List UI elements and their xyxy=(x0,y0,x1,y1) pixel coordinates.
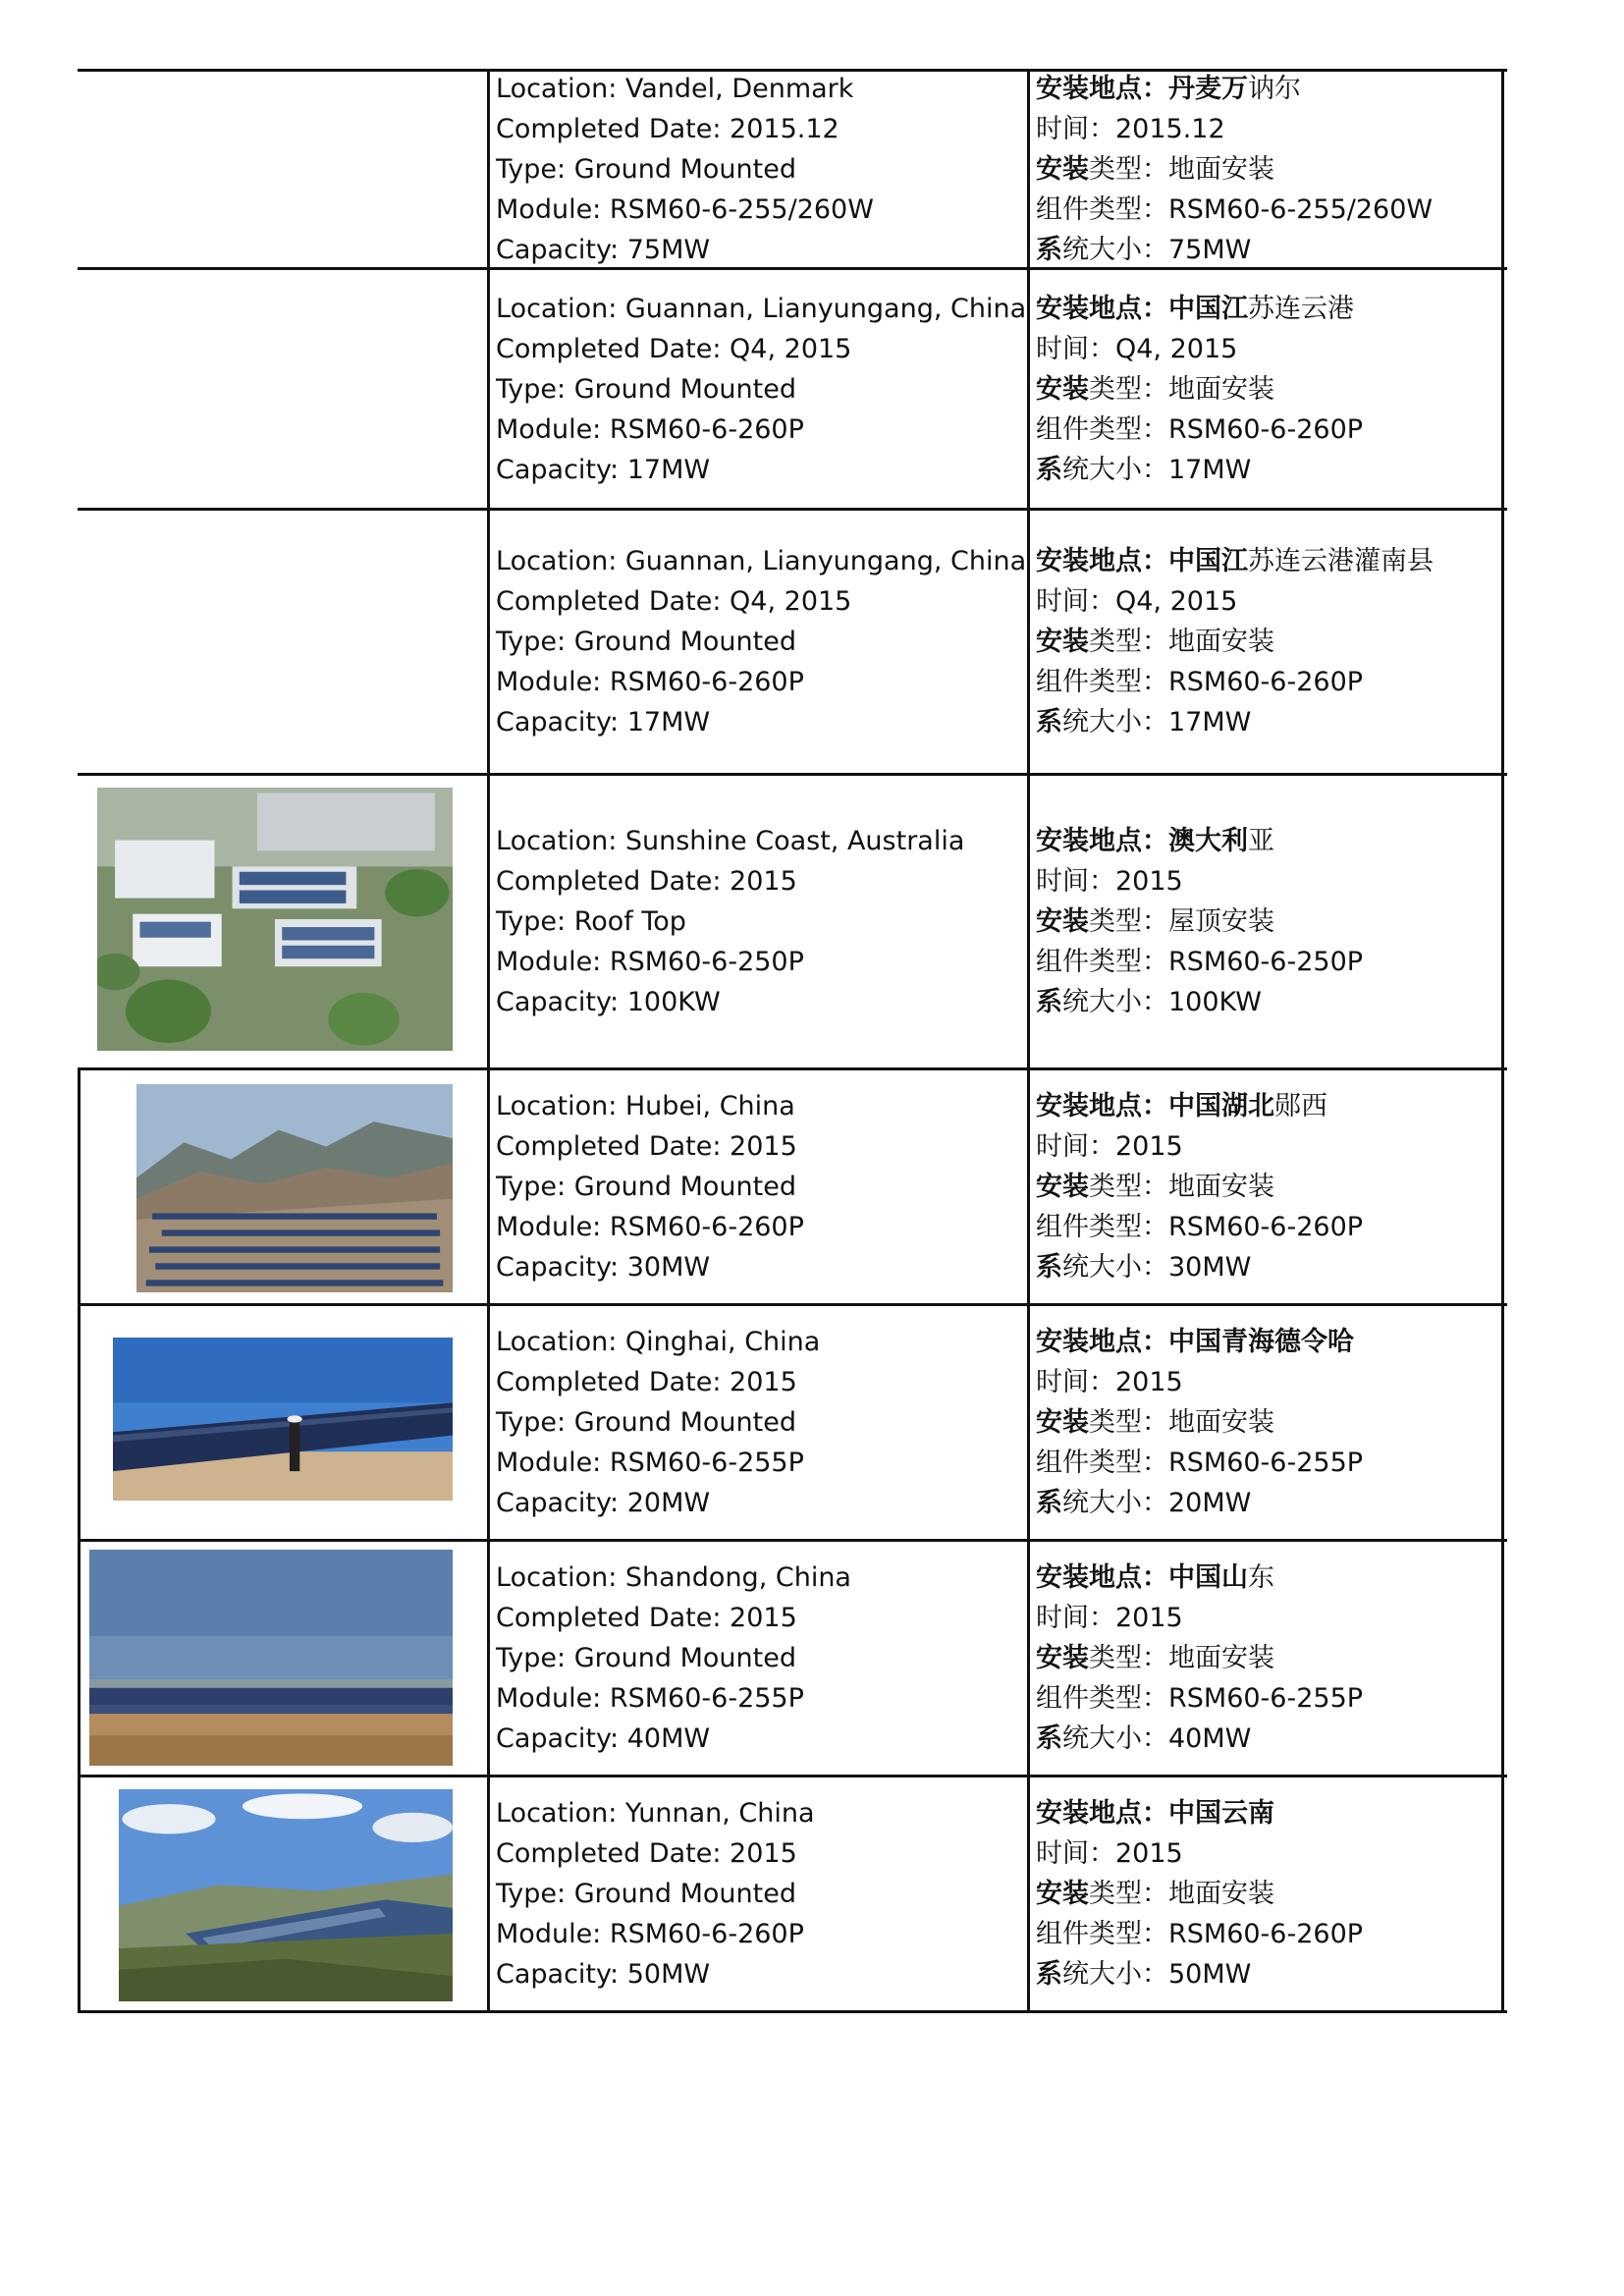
valley-solar-photo xyxy=(119,1789,453,2001)
detail-line: Location: Yunnan, China xyxy=(496,1798,815,1829)
detail-line-cn xyxy=(1036,1558,1363,1598)
detail-line: Capacity: 30MW xyxy=(496,1252,711,1283)
regular-segment: 类型：地面安装 xyxy=(1089,1643,1274,1673)
regular-segment: 时间：Q4, 2015 xyxy=(1036,586,1238,617)
bold-segment: 安装地点：澳大利 xyxy=(1036,826,1248,856)
detail-line-cn xyxy=(1036,1483,1363,1523)
detail-line: Module: RSM60-6-255P xyxy=(496,1448,804,1478)
regular-segment: 组件类型：RSM60-6-250P xyxy=(1036,947,1364,977)
detail-line: Module: RSM60-6-260P xyxy=(496,1212,804,1242)
detail-line: Capacity: 20MW xyxy=(496,1488,711,1518)
detail-line-cn xyxy=(1036,329,1363,369)
regular-segment: 类型：屋顶安装 xyxy=(1089,906,1274,937)
english-details-cell xyxy=(490,511,1026,773)
regular-segment: 组件类型：RSM60-6-260P xyxy=(1036,1919,1364,1949)
bold-segment: 安装 xyxy=(1036,154,1089,185)
detail-line: Capacity: 17MW xyxy=(496,454,711,485)
regular-segment: 时间：2015 xyxy=(1036,1603,1183,1633)
table-row xyxy=(78,1777,1507,2013)
detail-line-cn xyxy=(1036,1443,1363,1483)
english-details-cell xyxy=(490,776,1026,1067)
table-row xyxy=(78,1306,1507,1542)
regular-segment: 统大小：20MW xyxy=(1062,1488,1252,1518)
detail-line-cn xyxy=(1036,450,1363,490)
regular-segment: 类型：地面安装 xyxy=(1089,1879,1274,1909)
detail-line-cn xyxy=(1036,662,1434,702)
plain-solar-photo xyxy=(89,1550,453,1766)
table-row xyxy=(78,1542,1507,1777)
detail-line: Type: Roof Top xyxy=(496,906,686,937)
regular-segment: 时间：2015 xyxy=(1036,1838,1183,1869)
bold-segment: 安装地点：中国山 xyxy=(1036,1562,1248,1593)
mountain-solar-photo xyxy=(136,1084,453,1292)
column-divider xyxy=(1501,1070,1504,1303)
detail-line: Module: RSM60-6-250P xyxy=(496,947,804,977)
detail-line-cn xyxy=(1036,69,1433,109)
bold-segment: 系 xyxy=(1036,235,1062,265)
detail-line-cn xyxy=(1036,1598,1363,1638)
english-details-cell xyxy=(490,1777,1026,2010)
chinese-details-cell xyxy=(1030,776,1501,1067)
detail-line-cn xyxy=(1036,1954,1363,1995)
regular-segment: 讷尔 xyxy=(1248,74,1301,104)
detail-line-cn xyxy=(1036,1362,1363,1402)
regular-segment: 东 xyxy=(1248,1562,1274,1593)
column-divider xyxy=(1501,1542,1504,1775)
regular-segment: 时间：2015.12 xyxy=(1036,114,1225,144)
detail-line-cn xyxy=(1036,1719,1363,1759)
regular-segment: 类型：地面安装 xyxy=(1089,1172,1274,1202)
column-divider xyxy=(1501,72,1504,267)
detail-line-cn xyxy=(1036,1833,1363,1874)
english-details-cell xyxy=(490,1542,1026,1775)
regular-segment: 统大小：17MW xyxy=(1062,454,1252,485)
detail-line-cn xyxy=(1036,1678,1363,1719)
chinese-details-cell xyxy=(1030,1306,1501,1539)
detail-line-cn xyxy=(1036,942,1363,982)
regular-segment: 时间：2015 xyxy=(1036,1131,1183,1162)
bold-segment: 安装 xyxy=(1036,1879,1089,1909)
regular-segment: 统大小：100KW xyxy=(1062,987,1262,1017)
regular-segment: 类型：地面安装 xyxy=(1089,154,1274,185)
column-divider xyxy=(1501,1777,1504,2010)
chinese-details-cell xyxy=(1030,1777,1501,2010)
detail-line: Capacity: 100KW xyxy=(496,987,721,1017)
chinese-details-cell xyxy=(1030,270,1501,508)
english-details-cell xyxy=(490,1306,1026,1539)
regular-segment: 统大小：75MW xyxy=(1062,235,1252,265)
detail-line-cn xyxy=(1036,1126,1363,1167)
detail-line: Type: Ground Mounted xyxy=(496,154,796,185)
detail-line-cn xyxy=(1036,702,1434,742)
column-divider xyxy=(1501,776,1504,1067)
detail-line-cn xyxy=(1036,1322,1363,1362)
english-details-cell xyxy=(490,270,1026,508)
bold-segment: 系 xyxy=(1036,454,1062,485)
table-row xyxy=(78,776,1507,1070)
detail-line-cn xyxy=(1036,541,1434,581)
detail-line: Location: Sunshine Coast, Australia xyxy=(496,826,965,856)
regular-segment: 统大小：40MW xyxy=(1062,1723,1252,1754)
table-row xyxy=(78,69,1507,270)
detail-line: Module: RSM60-6-255/260W xyxy=(496,194,874,225)
regular-segment: 组件类型：RSM60-6-260P xyxy=(1036,1212,1364,1242)
rooftop-aerial-photo xyxy=(97,788,453,1051)
table-row xyxy=(78,270,1507,511)
bold-segment: 安装 xyxy=(1036,1172,1089,1202)
bold-segment: 安装地点：中国湖北 xyxy=(1036,1091,1274,1121)
column-divider xyxy=(1501,1306,1504,1539)
bold-segment: 安装 xyxy=(1036,906,1089,937)
table-row xyxy=(78,511,1507,776)
detail-line: Location: Shandong, China xyxy=(496,1562,851,1593)
english-details-cell xyxy=(490,1070,1026,1303)
detail-line: Completed Date: 2015 xyxy=(496,1367,797,1397)
detail-line: Completed Date: Q4, 2015 xyxy=(496,333,852,364)
bold-segment: 安装地点：丹麦万 xyxy=(1036,74,1248,104)
detail-line: Module: RSM60-6-260P xyxy=(496,413,804,445)
column-divider xyxy=(1501,270,1504,508)
detail-line: Completed Date: 2015 xyxy=(496,1131,797,1162)
column-divider xyxy=(78,1777,81,2010)
detail-line: Completed Date: 2015 xyxy=(496,866,797,897)
regular-segment: 统大小：50MW xyxy=(1062,1959,1252,1990)
chinese-details-cell xyxy=(1030,1070,1501,1303)
detail-line-cn xyxy=(1036,1402,1363,1443)
detail-line-cn xyxy=(1036,1086,1363,1126)
detail-line: Completed Date: 2015 xyxy=(496,1603,797,1633)
detail-line-cn xyxy=(1036,1793,1363,1833)
detail-line: Completed Date: Q4, 2015 xyxy=(496,586,852,617)
detail-line: Location: Guannan, Lianyungang, China xyxy=(496,546,1027,576)
column-divider xyxy=(1501,511,1504,773)
bold-segment: 系 xyxy=(1036,1959,1062,1990)
detail-line-cn xyxy=(1036,1207,1363,1247)
detail-line-cn xyxy=(1036,902,1363,942)
bold-segment: 安装地点：中国江 xyxy=(1036,546,1248,576)
bold-segment: 安装地点：中国江 xyxy=(1036,293,1248,324)
detail-line-cn xyxy=(1036,109,1433,149)
regular-segment: 组件类型：RSM60-6-255P xyxy=(1036,1448,1364,1478)
detail-line: Type: Ground Mounted xyxy=(496,1879,796,1909)
detail-line: Type: Ground Mounted xyxy=(496,1407,796,1438)
bold-segment: 系 xyxy=(1036,987,1062,1017)
regular-segment: 时间：Q4, 2015 xyxy=(1036,333,1238,364)
bold-segment: 安装地点：中国青海德令哈 xyxy=(1036,1327,1354,1357)
regular-segment: 亚 xyxy=(1248,826,1274,856)
desert-solar-photo xyxy=(113,1338,453,1501)
detail-line-cn xyxy=(1036,230,1433,270)
detail-line-cn xyxy=(1036,1874,1363,1914)
detail-line-cn xyxy=(1036,1247,1363,1287)
regular-segment: 时间：2015 xyxy=(1036,1367,1183,1397)
regular-segment: 类型：地面安装 xyxy=(1089,373,1274,405)
regular-segment: 苏连云港灌南县 xyxy=(1248,546,1434,576)
regular-segment: 类型：地面安装 xyxy=(1089,1407,1274,1438)
column-divider xyxy=(78,1070,81,1303)
detail-line: Location: Guannan, Lianyungang, China xyxy=(496,293,1027,324)
bold-segment: 安装 xyxy=(1036,373,1089,405)
bold-segment: 安装地点：中国云南 xyxy=(1036,1798,1274,1829)
detail-line-cn xyxy=(1036,982,1363,1022)
detail-line: Module: RSM60-6-255P xyxy=(496,1683,804,1714)
table-row xyxy=(78,1070,1507,1306)
detail-line: Capacity: 17MW xyxy=(496,707,711,738)
detail-line-cn xyxy=(1036,289,1363,329)
regular-segment: 组件类型：RSM60-6-260P xyxy=(1036,413,1364,445)
detail-line: Completed Date: 2015.12 xyxy=(496,114,839,144)
regular-segment: 组件类型：RSM60-6-255/260W xyxy=(1036,194,1434,225)
detail-line-cn xyxy=(1036,821,1363,861)
detail-line: Module: RSM60-6-260P xyxy=(496,667,804,697)
detail-line-cn xyxy=(1036,369,1363,410)
detail-line-cn xyxy=(1036,190,1433,230)
detail-line: Location: Qinghai, China xyxy=(496,1327,821,1357)
regular-segment: 组件类型：RSM60-6-255P xyxy=(1036,1683,1364,1714)
bold-segment: 系 xyxy=(1036,1488,1062,1518)
column-divider xyxy=(78,1542,81,1775)
bold-segment: 安装 xyxy=(1036,627,1089,657)
detail-line-cn xyxy=(1036,1914,1363,1954)
detail-line-cn xyxy=(1036,581,1434,622)
chinese-details-cell xyxy=(1030,72,1501,267)
bold-segment: 系 xyxy=(1036,1723,1062,1754)
detail-line: Type: Ground Mounted xyxy=(496,1172,796,1202)
detail-line-cn xyxy=(1036,622,1434,662)
chinese-details-cell xyxy=(1030,1542,1501,1775)
detail-line-cn xyxy=(1036,410,1363,450)
regular-segment: 类型：地面安装 xyxy=(1089,627,1274,657)
detail-line: Type: Ground Mounted xyxy=(496,373,796,405)
regular-segment: 苏连云港 xyxy=(1248,293,1354,324)
chinese-details-cell xyxy=(1030,511,1501,773)
detail-line: Type: Ground Mounted xyxy=(496,627,796,657)
regular-segment: 组件类型：RSM60-6-260P xyxy=(1036,667,1364,697)
detail-line-cn xyxy=(1036,149,1433,190)
bold-segment: 系 xyxy=(1036,707,1062,738)
detail-line: Module: RSM60-6-260P xyxy=(496,1919,804,1949)
detail-line: Capacity: 40MW xyxy=(496,1723,711,1754)
bold-segment: 安装 xyxy=(1036,1643,1089,1673)
bold-segment: 安装 xyxy=(1036,1407,1089,1438)
bold-segment: 系 xyxy=(1036,1252,1062,1283)
english-details-cell xyxy=(490,72,1026,267)
detail-line-cn xyxy=(1036,861,1363,902)
regular-segment: 统大小：30MW xyxy=(1062,1252,1252,1283)
detail-line: Location: Hubei, China xyxy=(496,1091,795,1121)
detail-line: Completed Date: 2015 xyxy=(496,1838,797,1869)
column-divider xyxy=(78,1306,81,1539)
regular-segment: 时间：2015 xyxy=(1036,866,1183,897)
detail-line: Capacity: 50MW xyxy=(496,1959,711,1990)
detail-line: Capacity: 75MW xyxy=(496,235,711,265)
detail-line: Type: Ground Mounted xyxy=(496,1643,796,1673)
detail-line-cn xyxy=(1036,1638,1363,1678)
detail-line: Location: Vandel, Denmark xyxy=(496,74,854,104)
detail-line-cn xyxy=(1036,1167,1363,1207)
regular-segment: 统大小：17MW xyxy=(1062,707,1252,738)
regular-segment: 郧西 xyxy=(1274,1091,1327,1121)
